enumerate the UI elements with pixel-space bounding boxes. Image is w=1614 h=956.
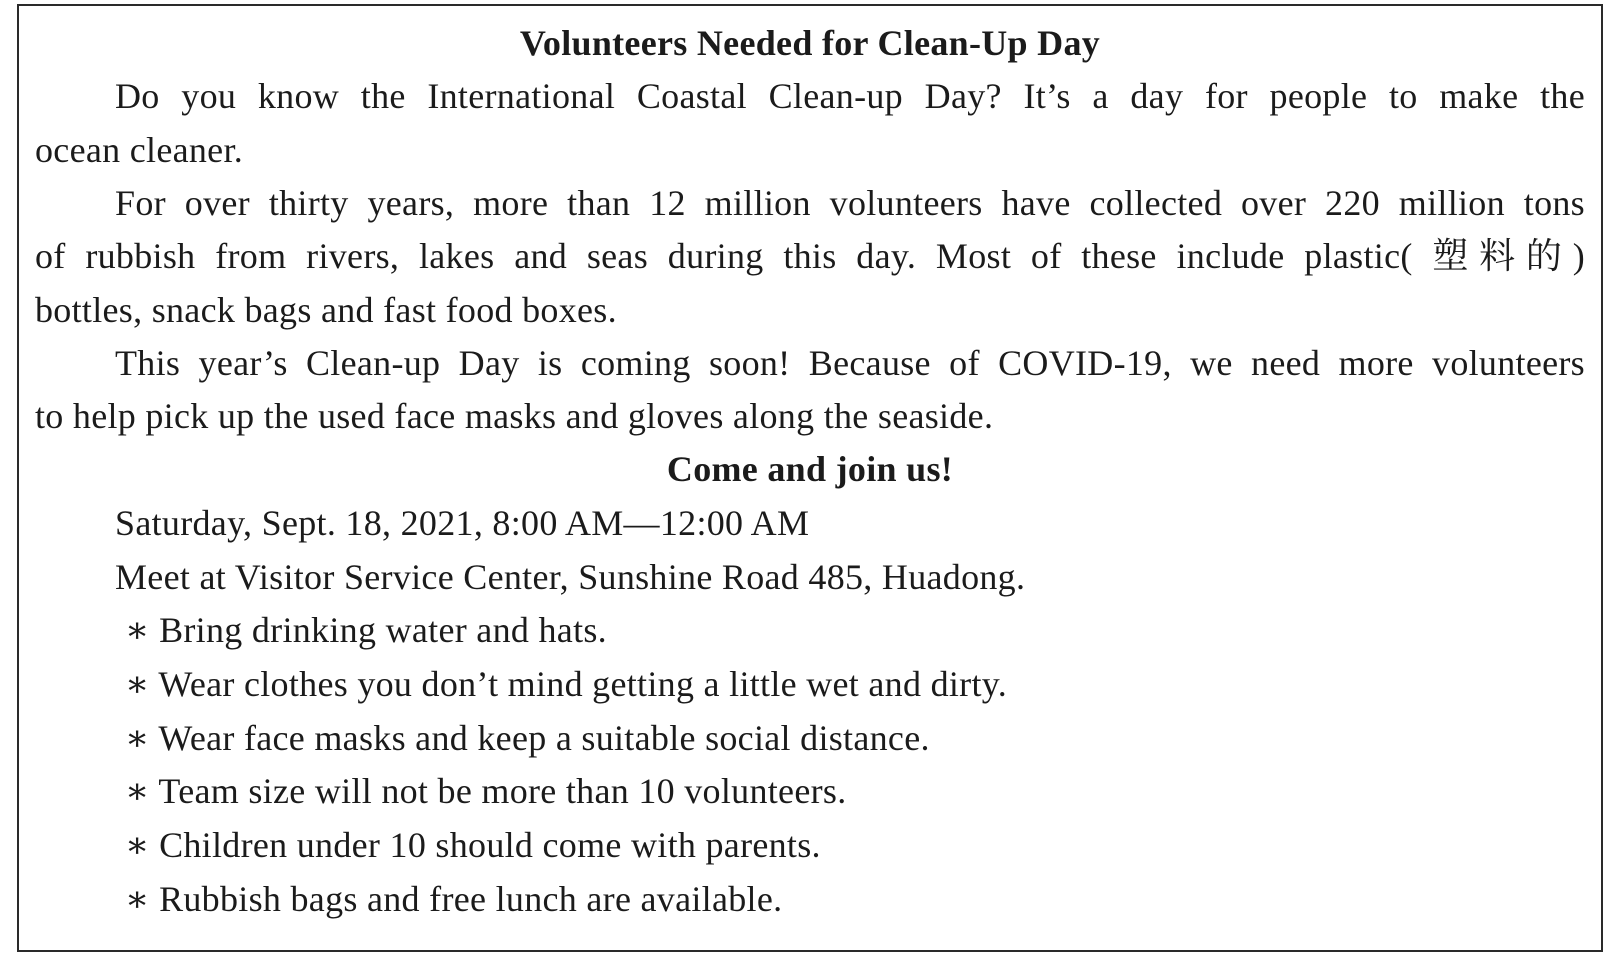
paragraph-3-line-2: to help pick up the used face masks and gloves along the seaside.	[35, 396, 994, 436]
notice-frame	[17, 4, 1603, 952]
note-item: ∗ Rubbish bags and free lunch are available.	[125, 879, 783, 919]
note-item: ∗ Children under 10 should come with parents.	[125, 825, 821, 865]
call-to-action: Come and join us!	[666, 449, 954, 489]
note-item: ∗ Bring drinking water and hats.	[125, 610, 607, 650]
meeting-place: Meet at Visitor Service Center, Sunshine Road 485, Huadong.	[115, 557, 1026, 597]
paragraph-3-line-1: This year’s Clean-up Day is coming soon! Because of COVID-19, we need more volunteers	[115, 343, 1585, 383]
paragraph-2-line-1: For over thirty years, more than 12 million volunteers have collected over 220 million tons	[115, 183, 1585, 223]
paragraph-1-line-1: Do you know the International Coastal Clean-up Day? It’s a day for people to make the	[115, 76, 1585, 116]
note-item: ∗ Wear clothes you don’t mind getting a little wet and dirty.	[125, 664, 1008, 704]
paragraph-2-line-2: of rubbish from rivers, lakes and seas during this day. Most of these include plastic( 塑料的)	[35, 236, 1585, 276]
note-item: ∗ Team size will not be more than 10 volunteers.	[125, 771, 847, 811]
paragraph-1-line-2: ocean cleaner.	[35, 130, 244, 170]
event-time: Saturday, Sept. 18, 2021, 8:00 AM—12:00 AM	[115, 503, 810, 543]
note-item: ∗ Wear face masks and keep a suitable social distance.	[125, 718, 930, 758]
paragraph-2-line-3: bottles, snack bags and fast food boxes.	[35, 290, 617, 330]
notice-title: Volunteers Needed for Clean-Up Day	[519, 23, 1101, 63]
